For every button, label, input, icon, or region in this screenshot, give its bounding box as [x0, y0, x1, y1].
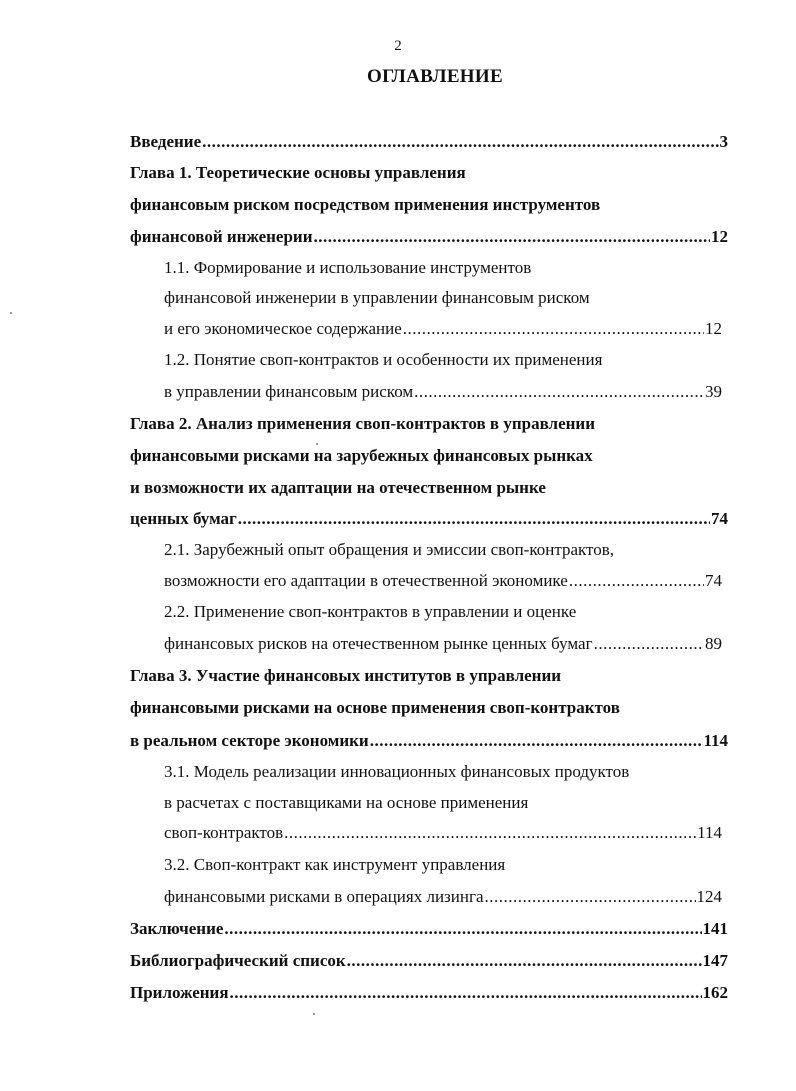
toc-chapter-3-line-1: Глава 3. Участие финансовых институтов в управлении	[130, 666, 562, 685]
toc-section-2-1-line-2	[164, 569, 722, 593]
toc-section-1-2-line-2	[164, 380, 722, 404]
dot-leader	[284, 821, 696, 845]
toc-section-2-2-line-2	[164, 632, 722, 656]
dot-leader	[569, 569, 704, 593]
toc-entry-text: ценных бумаг	[130, 509, 237, 528]
toc-title: ОГЛАВЛЕНИЕ	[367, 66, 503, 87]
toc-entry-page: 114	[697, 823, 722, 842]
dot-leader	[594, 632, 704, 656]
toc-entry-text: Введение	[130, 132, 202, 151]
toc-entry-text: финансовыми рисками в операциях лизинга	[164, 887, 484, 906]
toc-entry-text: финансовой инженерии	[130, 227, 313, 246]
dot-leader	[314, 225, 710, 249]
toc-entry-text: финансовых рисков на отечественном рынке ценных бумаг	[164, 634, 593, 653]
toc-entry-page: 12	[705, 319, 722, 338]
toc-entry-page: 89	[705, 634, 722, 653]
dot-leader	[370, 729, 703, 753]
toc-entry-page: 124	[696, 887, 722, 906]
page-number: 2	[394, 38, 402, 54]
toc-entry-text: Приложения	[130, 983, 229, 1002]
dot-leader	[224, 917, 701, 941]
toc-section-2-2-line-1: 2.2. Применение своп-контрактов в управлении и оценке	[164, 602, 577, 621]
toc-entry-introduction	[130, 130, 728, 154]
scan-speck	[313, 1013, 315, 1015]
toc-section-3-1-line-1: 3.1. Модель реализации инновационных финансовых продуктов	[164, 762, 630, 781]
toc-entry-page: 114	[703, 731, 728, 750]
toc-section-1-1-line-3	[164, 317, 722, 341]
dot-leader	[230, 981, 702, 1005]
scan-speck	[10, 312, 12, 314]
dot-leader	[347, 949, 702, 973]
toc-section-1-1-line-2: финансовой инженерии в управлении финансовым риском	[164, 288, 590, 307]
toc-section-3-1-line-3	[164, 821, 722, 845]
toc-section-3-2-line-2	[164, 885, 722, 909]
toc-chapter-2-line-2: финансовыми рисками на зарубежных финансовых рынках	[130, 446, 593, 465]
dot-leader	[403, 317, 704, 341]
dot-leader	[414, 380, 704, 404]
toc-chapter-3-line-2: финансовыми рисками на основе применения своп-контрактов	[130, 698, 620, 717]
toc-entry-page: 74	[711, 509, 728, 528]
toc-entry-page: 3	[719, 132, 728, 151]
toc-entry-text: возможности его адаптации в отечественной экономике	[164, 571, 568, 590]
toc-entry-page: 147	[702, 951, 728, 970]
toc-entry-page: 39	[705, 382, 722, 401]
toc-entry-appendices	[130, 981, 728, 1005]
toc-entry-page: 74	[705, 571, 722, 590]
toc-section-3-2-line-1: 3.2. Своп-контракт как инструмент управления	[164, 855, 506, 874]
toc-entry-text: в управлении финансовым риском	[164, 382, 414, 401]
dot-leader	[202, 130, 718, 154]
toc-section-1-2-line-1: 1.2. Понятие своп-контрактов и особенности их применения	[164, 350, 603, 369]
toc-section-1-1-line-1: 1.1. Формирование и использование инструментов	[164, 258, 532, 277]
toc-entry-text: своп-контрактов	[164, 823, 284, 842]
dot-leader	[485, 885, 696, 909]
toc-section-2-1-line-1: 2.1. Зарубежный опыт обращения и эмиссии своп-контрактов,	[164, 540, 615, 559]
toc-entry-page: 141	[702, 919, 728, 938]
toc-chapter-2-line-3: и возможности их адаптации на отечественном рынке	[130, 478, 546, 497]
dot-leader	[238, 507, 710, 531]
toc-chapter-1-line-2: финансовым риском посредством применения инструментов	[130, 195, 601, 214]
scan-speck	[316, 443, 318, 445]
toc-chapter-1-line-3	[130, 225, 728, 249]
toc-chapter-3-line-3	[130, 729, 728, 753]
toc-entry-bibliography	[130, 949, 728, 973]
toc-entry-page: 12	[711, 227, 728, 246]
toc-entry-text: Библиографический список	[130, 951, 346, 970]
toc-section-3-1-line-2: в расчетах с поставщиками на основе применения	[164, 793, 529, 812]
toc-chapter-2-line-1: Глава 2. Анализ применения своп-контрактов в управлении	[130, 414, 596, 433]
toc-entry-text: в реальном секторе экономики	[130, 731, 369, 750]
toc-chapter-2-line-4	[130, 507, 728, 531]
toc-chapter-1-line-1: Глава 1. Теоретические основы управления	[130, 163, 466, 182]
toc-entry-conclusion	[130, 917, 728, 941]
toc-entry-page: 162	[702, 983, 728, 1002]
toc-entry-text: Заключение	[130, 919, 224, 938]
toc-entry-text: и его экономическое содержание	[164, 319, 402, 338]
